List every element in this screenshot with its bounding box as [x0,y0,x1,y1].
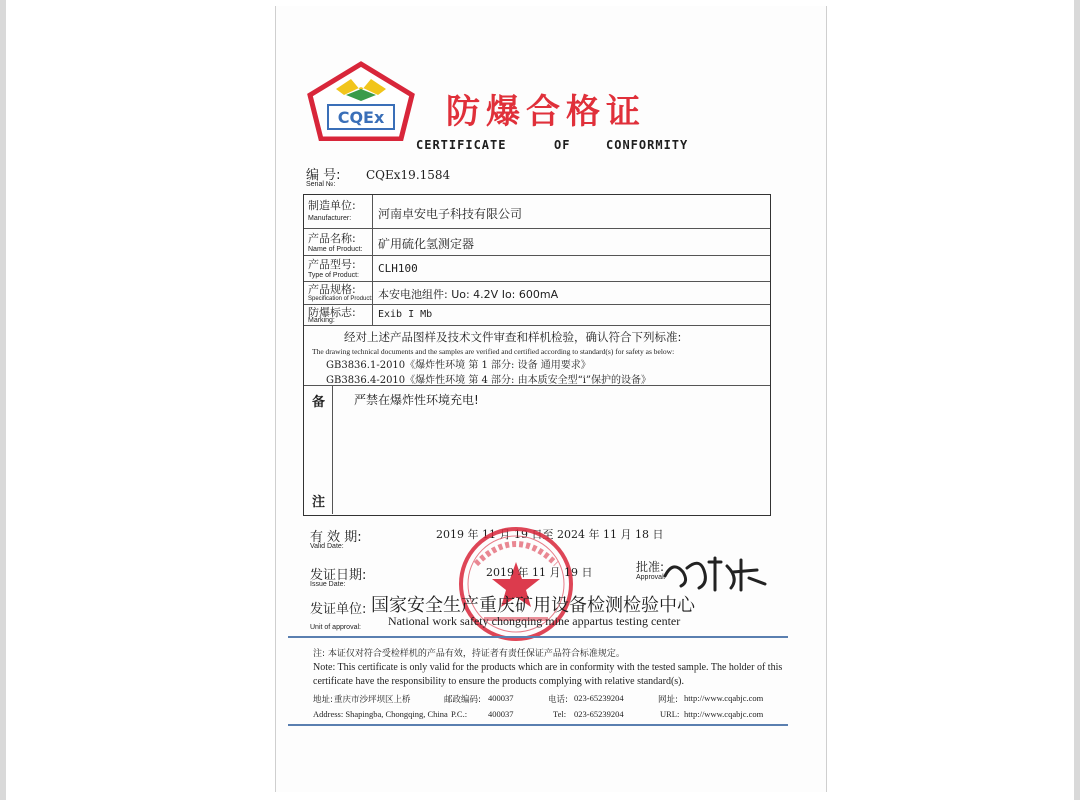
certificate-table [303,194,771,516]
approval-label-en: Approval: [636,574,666,581]
manufacturer-value: 河南卓安电子科技有限公司 [378,207,523,221]
issue-date-label-en: Issue Date: [310,581,346,588]
zip-cn: 400037 [488,693,514,703]
remarks-label-bottom: 注 [312,495,326,510]
address-cn-label: 地址: [313,695,333,705]
product-name-label: 产品名称: [308,232,356,245]
serial-label-en: Serial №: [306,181,336,188]
specification-label: 产品规格: [308,283,356,296]
pc-value: 400037 [488,709,514,719]
specification-label-en: Specification of Product: [308,296,373,302]
address-en: Address: Shapingba, Chongqing, China [313,709,448,719]
tel-cn: 023-65239204 [574,693,624,703]
certificate-sheet [275,6,827,792]
title-english-1: CERTIFICATE [416,138,507,152]
cqex-logo-icon [306,61,416,141]
note-cn: 注: 本证仅对符合受检样机的产品有效，持证者有责任保证产品符合标准规定。 [313,649,625,659]
url-value[interactable]: http://www.cqabjc.com [684,709,764,719]
product-name-label-en: Name of Product: [308,246,363,253]
standard-1: GB3836.1-2010《爆炸性环境 第 1 部分: 设备 通用要求》 [326,360,591,371]
manufacturer-label-en: Manufacturer: [308,215,352,222]
footer-divider-bottom [288,724,788,726]
issue-date-value: 2019 年 11 月 19 日 [486,566,593,579]
marking-value: Exib I Mb [378,309,433,320]
tel-en: 023-65239204 [574,709,624,719]
serial-label: 编 号: [306,168,341,183]
scan-edge-left [0,0,6,800]
signature-icon [661,554,771,594]
address-cn: 重庆市沙坪坝区上桥 [334,695,411,705]
remarks-text: 严禁在爆炸性环境充电! [354,393,479,407]
title-chinese: 防爆合格证 [446,92,646,132]
inspection-statement-cn: 经对上述产品图样及技术文件审查和样机检验，确认符合下列标准: [344,330,682,344]
validity-label-en: Valid Date: [310,543,344,550]
validity-label: 有 效 期: [310,530,362,545]
issue-date-label: 发证日期: [310,568,367,583]
approval-label: 批准: [636,560,665,574]
tel-cn-label: 电话: [548,695,568,705]
zip-cn-label: 邮政编码: [444,695,481,705]
note-en: Note: This certificate is only valid for the products which are in conformity with the tested sample. The holder of this certificate have the responsibility to ensure the products complying with relative standard(s). [313,662,783,687]
marking-label-en: Marking: [308,317,335,324]
web-cn-label: 网址: [658,695,678,705]
specification-value: 本安电池组件: Uo: 4.2V Io: 600mA [378,288,559,301]
tel-en-label: Tel: [553,709,567,719]
logo-text: CQEx [337,108,385,127]
title-english-3: CONFORMITY [606,138,689,152]
standard-2: GB3836.4-2010《爆炸性环境 第 4 部分: 由本质安全型“i”保护的设备》 [326,375,652,386]
marking-label: 防爆标志: [308,306,356,319]
product-type-value: CLH100 [378,262,418,275]
issuer-label-en: Unit of approval: [310,624,361,631]
serial-number: CQEx19.1584 [366,168,451,182]
pc-label: P.C.: [451,709,468,719]
web-cn[interactable]: http://www.cqabjc.com [684,693,764,703]
issuer-name-en: National work safety chongqing mine appartus testing center [388,614,681,628]
url-label: URL: [660,709,680,719]
remarks-label-top: 备 [312,395,326,410]
issuer-label: 发证单位: [310,602,367,617]
footer-divider-top [288,636,788,638]
product-type-label: 产品型号: [308,258,356,271]
issuer-name-cn: 国家安全生产重庆矿用设备检测检验中心 [371,595,695,616]
product-name-value: 矿用硫化氢测定器 [378,237,475,251]
product-type-label-en: Type of Product: [308,272,359,279]
manufacturer-label: 制造单位: [308,199,356,212]
scan-edge-right [1074,0,1080,800]
inspection-statement-en: The drawing technical documents and the samples are verified and certified according to standard(s) for safety as below: [312,347,675,356]
validity-value: 2019 年 11 月 19 日至 2024 年 11 月 18 日 [436,528,664,541]
title-english-2: OF [554,138,571,152]
